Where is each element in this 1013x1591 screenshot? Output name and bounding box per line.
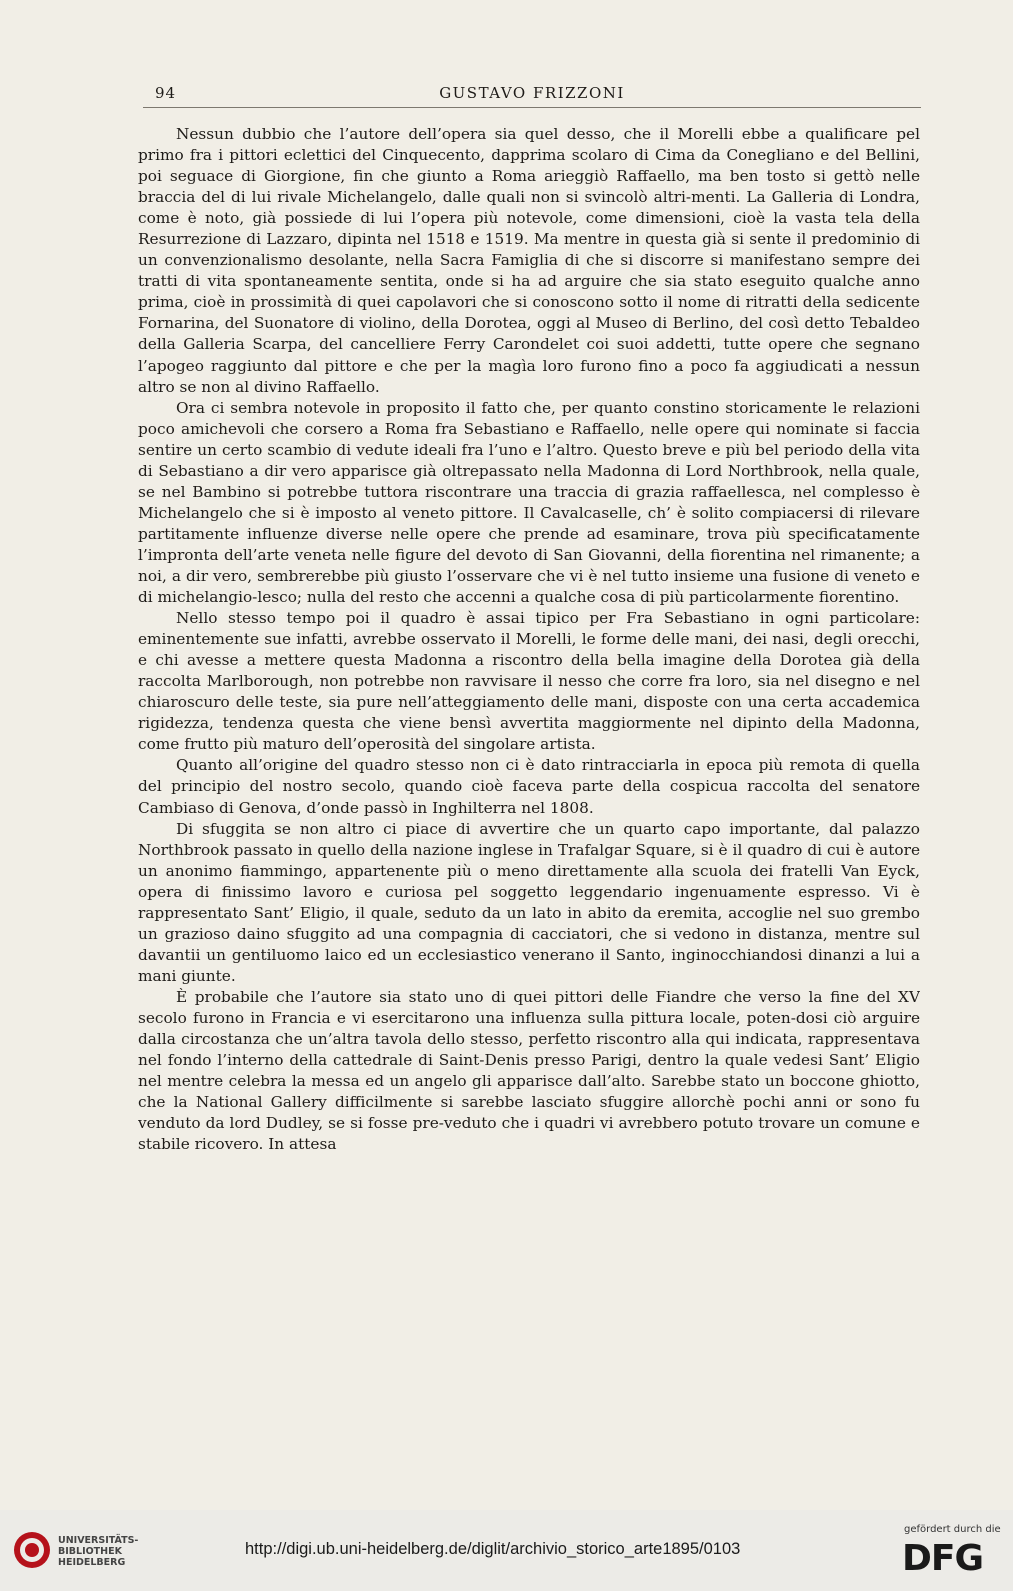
body-text [138,124,920,1486]
university-library-logo-icon [12,1530,52,1570]
running-title: GUSTAVO FRIZZONI [439,84,625,102]
library-name: UNIVERSITÄTS- BIBLIOTHEK HEIDELBERG [58,1535,139,1568]
dfg-logo: DFG [902,1538,984,1579]
digitization-footer [0,1510,1013,1591]
paragraph-5: Di sfuggita se non altro ci piace di avvertire che un quarto capo importante, dal palazzo Northbrook passato in quello della nazione inglese in Trafalgar Square, si è il quadro di cui è autore un anonimo fiammingo, appartenente più o meno direttamente alla scuola dei fratelli Van Eyck, opera di finissimo lavoro e curiosa pel soggetto leggendario ingenuamente espresso. Vi è rappresentato Sant’ Eligio, il quale, seduto da un lato in abito da eremita, accoglie nel suo grembo un grazioso daino sfuggito ad una compagnia di cacciatori, che si vedono in distanza, mentre sul davantii un gentiluomo laico ed un ecclesiastico venerano il Santo, inginocchiandosi dinanzi a lui a mani giunte. [138,819,920,985]
paragraph-6: È probabile che l’autore sia stato uno di quei pittori delle Fiandre che verso la fine del XV secolo furono in Francia e vi esercitarono una influenza sulla pittura locale, poten-dosi ciò arguire dalla circostanza che un’altra tavola dello stesso, perfetto riscontro alla qui indicata, rappresentava nel fondo l’interno della cattedrale di Saint-Denis presso Parigi, dentro la quale vedesi Sant’ Eligio nel mentre celebra la messa ed un angelo gli apparisce dall’alto. Sarebbe stato un boccone ghiotto, che la National Gallery difficilmente si sarebbe lasciato sfuggire allorchè pochi anni or sono fu venduto da lord Dudley, se si fosse pre-veduto che i quadri vi avrebbero potuto trovare un comune e stabile ricovero. In attesa [138,987,920,1154]
page-header [143,84,921,108]
paragraph-4: Quanto all’origine del quadro stesso non ci è dato rintracciarla in epoca più remota di quella del principio del nostro secolo, quando cioè faceva parte della cospicua raccolta del senatore Cambiaso di Genova, d’onde passò in Inghilterra nel 1808. [138,756,920,817]
permalink-url[interactable]: http://digi.ub.uni-heidelberg.de/diglit/archivio_storico_arte1895/0103 [245,1540,741,1558]
funding-note: gefördert durch die [904,1524,1001,1535]
paragraph-3: Nello stesso tempo poi il quadro è assai tipico per Fra Sebastiano in ogni particolare: eminentemente sue infatti, avrebbe osservato il Morelli, le forme delle mani, dei nasi, degli orecchi, e chi avesse a mettere questa Madonna a riscontro della bella imagine della Dorotea già della raccolta Marlborough, non potrebbe non ravvisare il nesso che corre fra loro, sia nel disegno e nel chiaroscuro delle teste, sia pure nell’atteggiamento delle mani, disposte con una certa accademica rigidezza, tendenza questa che viene bensì avvertita maggiormente nel dipinto della Madonna, come frutto più maturo dell’operosità del singolare artista. [138,609,920,754]
page-number: 94 [155,84,177,102]
paragraph-2: Ora ci sembra notevole in proposito il fatto che, per quanto constino storicamente le relazioni poco amichevoli che corsero a Roma fra Sebastiano e Raffaello, nelle opere qui nominate si faccia sentire un certo scambio di vedute ideali fra l’uno e l’altro. Questo breve e più bel periodo della vita di Sebastiano a dir vero apparisce già oltrepassato nella Madonna di Lord Northbrook, nella quale, se nel Bambino si potrebbe tuttora riscontrare una traccia di grazia raffaellesca, nel complesso è Michelangelo che si è imposto al veneto pittore. Il Cavalcaselle, ch’ è solito compiacersi di rilevare partitamente influenze diverse nelle opere che prende ad esaminare, trova più specificatamente l’impronta dell’arte veneta nelle figure del devoto di San Giovanni, della fiorentina nel rimanente; a noi, a dir vero, sembrerebbe più giusto l’osservare che vi è nel tutto insieme una fusione di veneto e di michelangio-lesco; nulla del resto che accenni a qualche cosa di più particolarmente fiorentino. [138,398,920,607]
paragraph-1: Nessun dubbio che l’autore dell’opera sia quel desso, che il Morelli ebbe a qualificare pel primo fra i pittori eclettici del Cinquecento, dapprima scolaro di Cima da Conegliano e del Bellini, poi seguace di Giorgione, fin che giunto a Roma arieggiò Raffaello, ma ben tosto si gettò nelle braccia del di lui rivale Michelangelo, dalle quali non si svincolò altri-menti. La Galleria di Londra, come è noto, già possiede di lui l’opera più notevole, come dimensioni, cioè la vasta tela della Resurrezione di Lazzaro, dipinta nel 1518 e 1519. Ma mentre in questa già si sente il predominio di un convenzionalismo desolante, nella Sacra Famiglia di che si discorre si manifestano sempre dei tratti di vita spontaneamente sentita, onde si ha ad arguire che sia stato eseguito qualche anno prima, cioè in prossimità di quei capolavori che si conoscono sotto il nome di ritratti della sedicente Fornarina, del Suonatore di violino, della Dorotea, oggi al Museo di Berlino, del così detto Tebaldeo della Galleria Scarpa, del cancelliere Ferry Carondelet coi suoi addetti, tutte opere che segnano l’apogeo raggiunto dal pittore e che per la magìa loro furono fino a poco fa aggiudicati a nessun altro se non al divino Raffaello. [138,125,920,396]
header-rule [143,107,921,108]
